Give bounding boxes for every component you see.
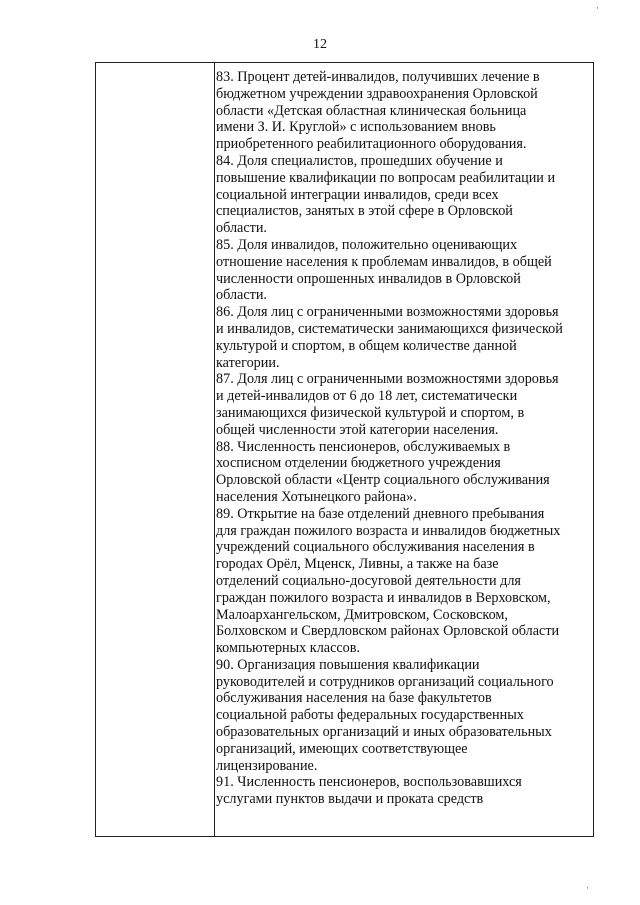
text-line: 85. Доля инвалидов, положительно оценивающих (216, 236, 518, 253)
list-item (216, 304, 593, 371)
text-line: 91. Численность пенсионеров, воспользовавшихся (216, 774, 522, 791)
text-line: компьютерных классов. (216, 640, 361, 657)
text-line: 86. Доля лиц с ограниченными возможностями здоровья (216, 304, 559, 321)
text-line: бюджетном учреждении здравоохранения Орловской (216, 85, 538, 102)
text-line: для граждан пожилого возраста и инвалидов бюджетных (216, 522, 561, 539)
table-right-column (216, 69, 593, 808)
text-line: 87. Доля лиц с ограниченными возможностями здоровья (216, 371, 559, 388)
text-line: обслуживания населения на базе факультетов (216, 690, 492, 707)
text-line: лицензирование. (216, 757, 318, 774)
text-line: граждан пожилого возраста и инвалидов в Верховском, (216, 589, 551, 606)
text-line: Орловской области «Центр социального обслуживания (216, 472, 550, 489)
text-line: Болховском и Свердловском районах Орловской области (216, 623, 560, 640)
list-item (216, 506, 593, 657)
text-line: городах Орёл, Мценск, Ливны, а также на базе (216, 556, 499, 573)
page-number: 12 (313, 37, 327, 52)
text-line: социальной интеграции инвалидов, среди всех (216, 186, 499, 203)
text-line: категории. (216, 354, 280, 371)
text-line: культурой и спортом, в общем количестве данной (216, 337, 517, 354)
text-line: численности опрошенных инвалидов в Орловской (216, 270, 521, 287)
text-line: отношение населения к проблемам инвалидов, в общей (216, 253, 552, 270)
list-item (216, 153, 593, 237)
list-item (216, 371, 593, 438)
list-item (216, 774, 593, 808)
list-item (216, 439, 593, 506)
text-line: услугами пунктов выдачи и проката средств (216, 791, 484, 808)
text-line: 84. Доля специалистов, прошедших обучение и (216, 152, 503, 169)
text-line: организаций, имеющих соответствующее (216, 740, 468, 757)
text-line: социальной работы федеральных государственных (216, 707, 524, 724)
text-line: и детей-инвалидов от 6 до 18 лет, систематически (216, 388, 518, 405)
text-line: 83. Процент детей-инвалидов, получивших лечение в (216, 69, 540, 85)
text-line: Малоархангельском, Дмитровском, Сосковском, (216, 606, 508, 623)
text-line: образовательных организаций и иных образовательных (216, 724, 552, 741)
text-line: хосписном отделении бюджетного учреждения (216, 455, 501, 472)
text-line: населения Хотынецкого района». (216, 488, 417, 505)
text-line: общей численности этой категории населения. (216, 421, 499, 438)
text-line: занимающихся физической культурой и спортом, в (216, 404, 525, 421)
text-line: 88. Численность пенсионеров, обслуживаемых в (216, 438, 511, 455)
table-left-column (96, 63, 215, 836)
text-line: специалистов, занятых в этой сфере в Орловской (216, 203, 513, 220)
text-line: приобретенного реабилитационного оборудования. (216, 136, 527, 153)
text-line: имени З. И. Круглой» с использованием вновь (216, 119, 496, 136)
text-line: и инвалидов, систематически занимающихся физической (216, 320, 563, 337)
scan-artifact-top: · (596, 3, 599, 13)
text-line: области «Детская областная клиническая больница (216, 102, 527, 119)
text-line: области. (216, 287, 267, 304)
scan-artifact-bottom: · (586, 883, 589, 893)
text-line: 90. Организация повышения квалификации (216, 656, 480, 673)
text-line: области. (216, 220, 267, 237)
list-item (216, 237, 593, 304)
list-item (216, 69, 593, 153)
text-line: учреждений социального обслуживания населения в (216, 539, 535, 556)
list-item (216, 657, 593, 775)
text-line: 89. Открытие на базе отделений дневного пребывания (216, 505, 545, 522)
document-table (95, 62, 594, 837)
text-line: руководителей и сотрудников организаций социального (216, 673, 554, 690)
text-line: повышение квалификации по вопросам реабилитации и (216, 169, 556, 186)
text-line: отделений социально-досуговой деятельности для (216, 572, 521, 589)
